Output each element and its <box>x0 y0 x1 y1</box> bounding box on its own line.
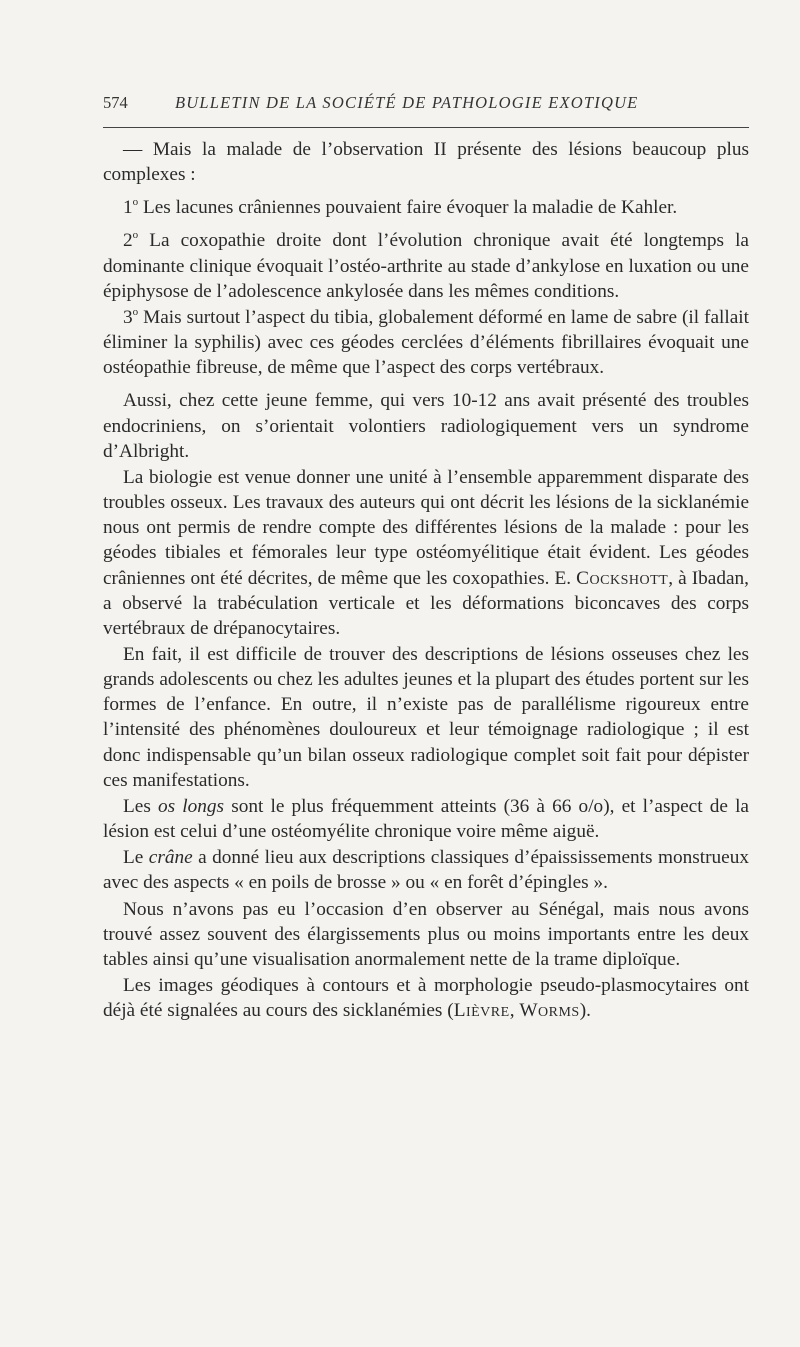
paragraph: Le crâne a donné lieu aux descriptions classiques d’épaississements monstrueux avec des aspects « en poils de brosse » ou « en forêt d’épingles ». <box>103 847 749 894</box>
author-name: Worms <box>519 1000 580 1022</box>
paragraph: Les images géodiques à contours et à morphologie pseudo-plasmocytaires ont déjà été signalées au cours des sicklanémies (Lièvre, Worms). <box>103 975 749 1022</box>
author-name: Cockshott <box>576 567 669 589</box>
page-number: 574 <box>103 93 128 112</box>
body-text <box>103 137 749 1023</box>
paragraph: 2$^o$ La coxopathie droite dont l’évolution chronique avait été longtemps la dominante clinique évoquait l’ostéo-arthrite au stade d’ankylose en luxation ou une épiphysose de l’adolescence ankylosée dans les mêmes conditions. <box>103 229 749 302</box>
paragraph: La biologie est venue donner une unité à l’ensemble apparemment disparate des troubles osseux. Les travaux des auteurs qui ont décrit les lésions de la sicklanémie nous ont permis de rendre compte des différentes lésions de la malade : pour les géodes tibiales et fémorales leur type ostéomyélitique était évident. Les géodes crâniennes ont été décrites, de même que les coxopathies. E. Cockshott, à Ibadan, a observé la trabéculation verticale et les déformations biconcaves des corps vertébraux de drépanocytaires. <box>103 466 749 639</box>
header-rule <box>103 127 749 128</box>
paragraph: En fait, il est difficile de trouver des descriptions de lésions osseuses chez les grands adolescents ou chez les adultes jeunes et la plupart des études portent sur les formes de l’enfance. En outre, il n’existe pas de parallélisme rigoureux entre l’intensité des phénomènes douloureux et leur témoignage radiologique ; il est donc indispensable qu’un bilan osseux radiologique complet soit fait pour dépister ces manifestations. <box>103 643 749 791</box>
author-name: Lièvre <box>453 1000 510 1022</box>
paragraph: 1$^o$ Les lacunes crâniennes pouvaient faire évoquer la maladie de Kahler. <box>123 195 678 219</box>
paragraph: Nous n’avons pas eu l’occasion d’en observer au Sénégal, mais nous avons trouvé assez souvent des élargissements plus ou moins importants entre les deux tables ainsi qu’une visualisation anormalement nette de la trame diploïque. <box>103 898 749 970</box>
paragraph: Les os longs sont le plus fréquemment atteints (36 à 66 o/o), et l’aspect de la lésion est celui d’une ostéomyélite chronique voire même aiguë. <box>103 795 749 843</box>
paragraph: Aussi, chez cette jeune femme, qui vers 10-12 ans avait présenté des troubles endocriniens, on s’orientait volontiers radiologiquement vers un syndrome d’Albright. <box>103 390 749 462</box>
paragraph: 3$^o$ Mais surtout l’aspect du tibia, globalement déformé en lame de sabre (il fallait éliminer la syphilis) avec ces géodes cerclées d’éléments fibrillaires évoquait une ostéopathie fibreuse, de même que l’aspect des corps vertébraux. <box>103 305 749 379</box>
running-title: BULLETIN DE LA SOCIÉTÉ DE PATHOLOGIE EXOTIQUE <box>175 93 639 112</box>
paragraph: — Mais la malade de l’observation II présente des lésions beaucoup plus complexes : <box>103 139 749 186</box>
